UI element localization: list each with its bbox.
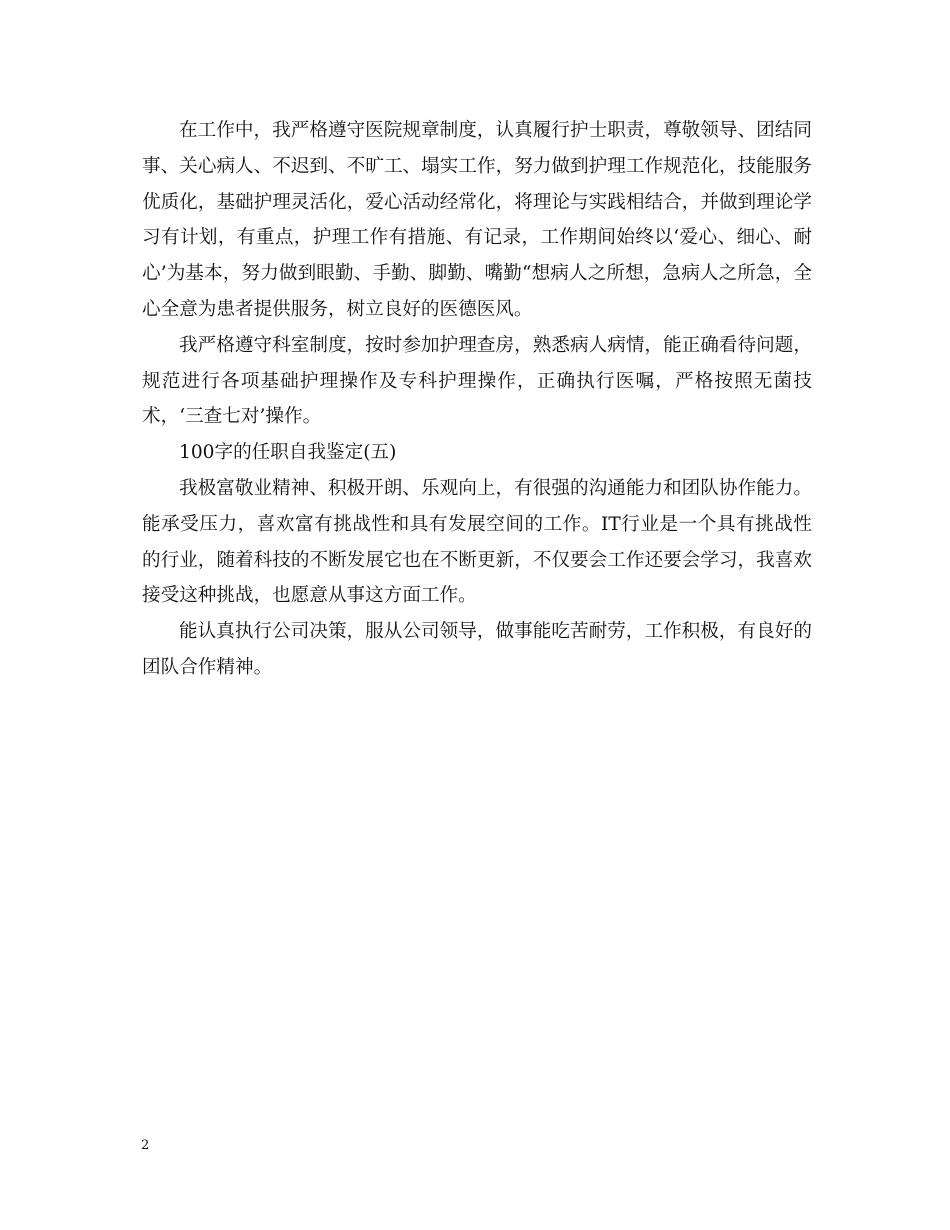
page-number: 2 [141,1138,150,1153]
paragraph-work-conduct: 在工作中，我严格遵守医院规章制度，认真履行护士职责，尊敬领导、团结同事、关心病人、不迟到、不旷工、塌实工作，努力做到护理工作规范化，技能服务优质化，基础护理灵活化，爱心活动经常化，将理论与实践相结合，并做到理论学习有计划，有重点，护理工作有措施、有记录，工作期间始终以‘爱心、细心、耐心’为基本，努力做到眼勤、手勤、脚勤、嘴勤“想病人之所想，急病人之所急，全心全意为患者提供服务，树立良好的医德医风。 [142,120,812,320]
paragraph-department-rules: 我严格遵守科室制度，按时参加护理查房，熟悉病人病情，能正确看待问题，规范进行各项基础护理操作及专科护理操作，正确执行医嘱，严格按照无菌技术，‘三查七对’操作。 [142,334,812,428]
paragraph-teamwork: 能认真执行公司决策，服从公司领导，做事能吃苦耐劳，工作积极，有良好的团队合作精神。 [142,621,812,678]
paragraph-personal-qualities: 我极富敬业精神、积极开朗、乐观向上，有很强的沟通能力和团队协作能力。能承受压力，喜欢富有挑战性和具有发展空间的工作。IT行业是一个具有挑战性的行业，随着科技的不断发展它也在不断更新，不仅要会工作还要会学习，我喜欢接受这种挑战，也愿意从事这方面工作。 [142,477,812,607]
section-heading: 100字的任职自我鉴定(五) [179,442,397,464]
document-body [142,113,812,686]
